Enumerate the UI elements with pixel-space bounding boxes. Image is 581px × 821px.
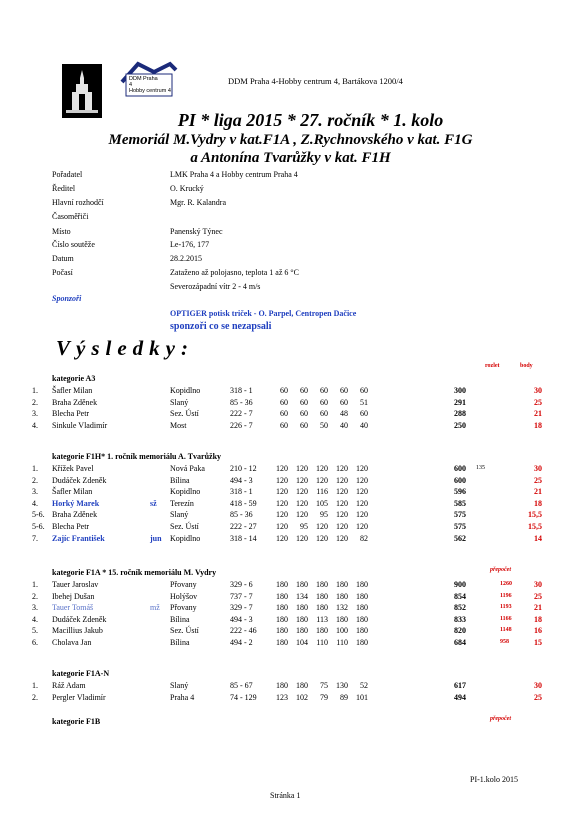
flight-time: 120 [296,533,308,543]
club-place: Kopidlno [170,386,201,395]
sponsors-line-1: OPTIGER potisk triček - O. Parpel, Centropen Dačice [170,309,357,318]
flight-time: 180 [296,681,308,690]
flight-time: 120 [336,533,348,543]
total-score: 600 [454,464,466,473]
competitor-name: Tauer Jaroslav [52,580,99,589]
club-place: Slaný [170,681,189,690]
info-value: LMK Praha 4 a Hobby centrum Praha 4 [170,170,298,179]
flight-time: 60 [300,386,308,395]
page-subtitle-2: a Antonína Tvarůžky v kat. F1H [190,150,391,166]
flight-time: 120 [356,464,368,473]
info-value: Severozápadní vítr 2 - 4 m/s [170,282,261,291]
competitor-name: Tauer Tomáš [52,603,94,613]
flight-time: 113 [316,614,328,624]
logo-text-line: Hobby centrum 4 [129,88,171,94]
recalc-column-header: přepočet [490,716,511,722]
rank: 1. [32,386,38,395]
flight-time: 120 [296,498,308,508]
license-number: 85 - 36 [230,397,253,407]
flight-time: 120 [356,510,368,520]
flight-time: 120 [316,522,328,531]
total-score: 600 [454,475,466,485]
rank: 1. [32,580,38,589]
flight-time: 180 [296,614,308,624]
footer-doc-id: PI-1.kolo 2015 [470,775,518,784]
rank: 4. [32,614,38,624]
points: 16 [534,626,542,636]
hobby-centrum-logo [118,58,180,100]
license-number: 318 - 1 [230,386,253,395]
competitor-name: Šafler Milan [52,386,93,395]
flight-time: 120 [276,498,288,508]
total-score: 291 [454,397,466,407]
info-label: Pořadatel [52,170,83,179]
recalc-score: 1196 [500,592,512,599]
flight-time: 180 [336,614,348,624]
flight-time: 180 [276,603,288,613]
flight-time: 105 [316,498,328,508]
club-place: Sez. Ústí [170,626,199,636]
points: 18 [534,498,542,508]
club-place: Sez. Ústí [170,409,199,419]
total-score: 575 [454,522,466,531]
flight-time: 120 [276,464,288,473]
results-heading: Výsledky: [56,336,194,360]
flight-time: 95 [300,522,308,531]
flight-time: 180 [356,591,368,601]
rank: 7. [32,533,38,543]
rank: 4. [32,420,38,430]
points: 21 [534,487,542,497]
club-place: Přovany [170,603,197,613]
license-number: 210 - 12 [230,464,257,473]
points: 14 [534,533,542,543]
points: 25 [534,591,542,601]
total-score: 494 [454,692,466,702]
info-value: 28.2.2015 [170,254,202,263]
flight-time: 120 [316,533,328,543]
flight-time: 60 [300,397,308,407]
license-number: 85 - 36 [230,510,253,520]
category-title: kategorie A3 [52,374,96,383]
total-score: 617 [454,681,466,690]
recalc-score: 1260 [500,581,512,587]
points: 18 [534,614,542,624]
flight-time: 120 [336,464,348,473]
flight-time: 120 [336,475,348,485]
competitor-tag: sž [150,498,157,508]
info-value: Panenský Týnec [170,227,223,236]
recalc-score: 1193 [500,604,512,611]
flight-time: 120 [276,533,288,543]
club-place: Nová Paka [170,464,205,473]
rank: 5-6. [32,510,45,520]
flight-time: 110 [336,638,348,647]
recalc-score: 135 [476,465,485,471]
points: 25 [534,397,542,407]
flight-time: 120 [316,475,328,485]
club-place: Praha 4 [170,692,195,702]
flight-time: 120 [336,498,348,508]
flight-time: 48 [340,409,348,419]
rank: 5-6. [32,522,45,531]
total-score: 833 [454,614,466,624]
rank: 2. [32,475,38,485]
license-number: 74 - 129 [230,692,257,702]
rank: 3. [32,603,38,613]
organization: DDM Praha 4-Hobby centrum 4, Bartákova 1200/4 [228,76,403,86]
flight-time: 60 [280,397,288,407]
club-place: Sez. Ústí [170,522,199,531]
points: 21 [534,409,542,419]
page-title: PI * liga 2015 * 27. ročník * 1. kolo [177,110,444,130]
points: 25 [534,475,542,485]
info-label: Místo [52,227,71,236]
flight-time: 116 [316,487,328,497]
flight-time: 120 [336,487,348,497]
rank: 5. [32,626,38,636]
recalc-score: 1166 [500,615,512,622]
flight-time: 60 [320,409,328,419]
flight-time: 104 [296,638,308,647]
rank: 3. [32,409,38,419]
flight-time: 120 [296,464,308,473]
logo-text-line: DDM Praha [129,76,158,82]
total-score: 854 [454,591,466,601]
flight-time: 120 [356,522,368,531]
points: 30 [534,681,542,690]
competitor-name: Horký Marek [52,498,100,508]
club-place: Přovany [170,580,197,589]
category-title: kategorie F1B [52,717,101,726]
rank: 2. [32,692,38,702]
total-score: 596 [454,487,466,497]
total-score: 575 [454,510,466,520]
flight-time: 100 [336,626,348,636]
info-value: O. Krucký [170,184,204,193]
flight-time: 60 [360,409,368,419]
flight-time: 180 [356,614,368,624]
category-title: kategorie F1H* 1. ročník memoriálu A. Tvarůžky [52,452,222,461]
flight-time: 75 [320,681,328,690]
competitor-tag: mž [150,603,160,613]
page-subtitle-1: Memoriál M.Vydry v kat.F1A , Z.Rychnovského v kat. F1G [108,132,473,148]
competitor-name: Sinkule Vladimír [52,420,108,430]
flight-time: 60 [340,397,348,407]
club-place: Terezín [170,498,194,508]
flight-time: 40 [360,420,368,430]
flight-time: 60 [280,409,288,419]
flight-time: 120 [276,522,288,531]
logo-text-line: 4 [129,82,133,88]
total-score: 585 [454,498,466,508]
total-score: 562 [454,533,466,543]
points: 21 [534,603,542,613]
competitor-name: Pergler Vladimír [52,692,106,702]
flight-time: 120 [316,464,328,473]
flight-time: 95 [320,510,328,520]
competitor-name: Braha Zděnek [52,397,98,407]
flight-time: 180 [356,580,368,589]
info-value: Mgr. R. Kalandra [170,198,226,207]
flight-time: 102 [296,692,308,702]
info-label: Číslo soutěže [52,240,95,249]
flight-time: 120 [276,510,288,520]
club-place: Slaný [170,510,189,520]
flight-time: 120 [356,498,368,508]
body-column-header: body [520,363,533,369]
total-score: 250 [454,420,466,430]
rank: 3. [32,487,38,497]
points: 15,5 [528,522,542,531]
info-value: Le-176, 177 [170,240,210,249]
license-number: 329 - 7 [230,603,253,613]
flight-time: 180 [316,603,328,613]
flight-time: 180 [316,626,328,636]
points: 30 [534,580,542,589]
flight-time: 180 [276,580,288,589]
license-number: 418 - 59 [230,498,257,508]
club-place: Bílina [170,475,190,485]
points: 15 [534,638,542,647]
license-number: 85 - 67 [230,681,253,690]
category-title: kategorie F1A * 15. ročník memoriálu M. Vydry [52,568,217,577]
rank: 4. [32,498,38,508]
flight-time: 60 [340,386,348,395]
points: 18 [534,420,542,430]
flight-time: 60 [280,420,288,430]
points: 15,5 [528,510,542,520]
flight-time: 180 [356,638,368,647]
flight-time: 51 [360,397,368,407]
total-score: 288 [454,409,466,419]
flight-time: 120 [276,487,288,497]
license-number: 494 - 2 [230,638,253,647]
info-label: Ředitel [52,184,76,193]
flight-time: 180 [356,603,368,613]
flight-time: 40 [340,420,348,430]
footer-page-number: Stránka 1 [270,791,301,800]
flight-time: 101 [356,692,368,702]
rank: 1. [32,464,38,473]
rank: 2. [32,591,38,601]
flight-time: 180 [276,626,288,636]
total-score: 300 [454,386,466,395]
points: 25 [534,692,542,702]
flight-time: 180 [336,580,348,589]
club-place: Holýšov [170,591,198,601]
flight-time: 120 [296,510,308,520]
club-place: Kopidlno [170,533,201,543]
flight-time: 180 [316,580,328,589]
info-label: Časoměřiči [52,212,89,221]
license-number: 222 - 27 [230,522,257,531]
license-number: 737 - 7 [230,591,253,601]
competitor-name: Ráž Adam [52,681,86,690]
flight-time: 120 [356,475,368,485]
recalc-score: 1148 [500,627,512,634]
flight-time: 120 [296,487,308,497]
flight-time: 60 [300,420,308,430]
rozlet-column-header: rozlet [485,363,500,369]
club-place: Bílina [170,638,190,647]
sponsors-line-2: sponzoři co se nezapsali [170,321,272,332]
flight-time: 60 [280,386,288,395]
flight-time: 130 [336,681,348,690]
competitor-name: Dudáček Zdeněk [52,475,107,485]
rank: 1. [32,681,38,690]
flight-time: 120 [336,522,348,531]
license-number: 329 - 6 [230,580,253,589]
competitor-tag: jun [150,533,162,543]
flight-time: 180 [276,681,288,690]
competitor-name: Šafler Milan [52,487,93,497]
total-score: 684 [454,638,466,647]
club-place: Kopidlno [170,487,201,497]
flight-time: 180 [356,626,368,636]
flight-time: 180 [276,614,288,624]
competitor-name: Dudáček Zdeněk [52,614,107,624]
flight-time: 82 [360,533,368,543]
license-number: 226 - 7 [230,420,253,430]
competitor-name: Macillius Jakub [52,626,103,636]
club-place: Slaný [170,397,189,407]
flight-time: 60 [300,409,308,419]
flight-time: 123 [276,692,288,702]
flight-time: 180 [316,591,328,601]
flight-time: 110 [316,638,328,647]
total-score: 900 [454,580,466,589]
license-number: 318 - 1 [230,487,253,497]
flight-time: 60 [360,386,368,395]
total-score: 820 [454,626,466,636]
info-label: Hlavní rozhodčí [52,198,104,207]
flight-time: 120 [336,510,348,520]
rank: 6. [32,638,38,647]
flight-time: 120 [276,475,288,485]
rank: 2. [32,397,38,407]
total-score: 852 [454,603,466,613]
flight-time: 89 [340,692,348,702]
flight-time: 60 [320,386,328,395]
info-label: Datum [52,254,74,263]
flight-time: 79 [320,692,328,702]
license-number: 222 - 7 [230,409,253,419]
flight-time: 120 [296,475,308,485]
flight-time: 60 [320,397,328,407]
flight-time: 180 [276,591,288,601]
flight-time: 132 [336,603,348,613]
flight-time: 180 [296,603,308,613]
sponsors-label: Sponzoři [52,294,82,303]
competitor-name: Blecha Petr [52,409,90,419]
license-number: 494 - 3 [230,475,253,485]
flight-time: 134 [296,591,308,601]
competitor-name: Zajíc František [52,533,105,543]
flight-time: 180 [296,626,308,636]
info-label: Počasí [52,268,73,277]
flight-time: 120 [356,487,368,497]
flight-time: 50 [320,420,328,430]
club-place: Bílina [170,614,190,624]
license-number: 222 - 46 [230,626,257,636]
points: 30 [534,386,542,395]
points: 30 [534,464,542,473]
flight-time: 180 [296,580,308,589]
flight-time: 180 [276,638,288,647]
info-value: Zataženo až polojasno, teplota 1 až 6 °C [170,268,299,277]
flight-time: 180 [336,591,348,601]
recalc-column-header: přepočet [490,567,511,573]
competitor-name: Blecha Petr [52,522,90,531]
flight-time: 52 [360,681,368,690]
recalc-score: 958 [500,639,509,645]
license-number: 494 - 3 [230,614,253,624]
competitor-name: Cholava Jan [52,638,92,647]
license-number: 318 - 14 [230,533,257,543]
competitor-name: Ibehej Dušan [52,591,95,601]
competitor-name: Braha Zděnek [52,510,98,520]
competitor-name: Křížek Pavel [52,464,94,473]
category-title: kategorie F1A-N [52,669,110,678]
club-place: Most [170,420,187,430]
